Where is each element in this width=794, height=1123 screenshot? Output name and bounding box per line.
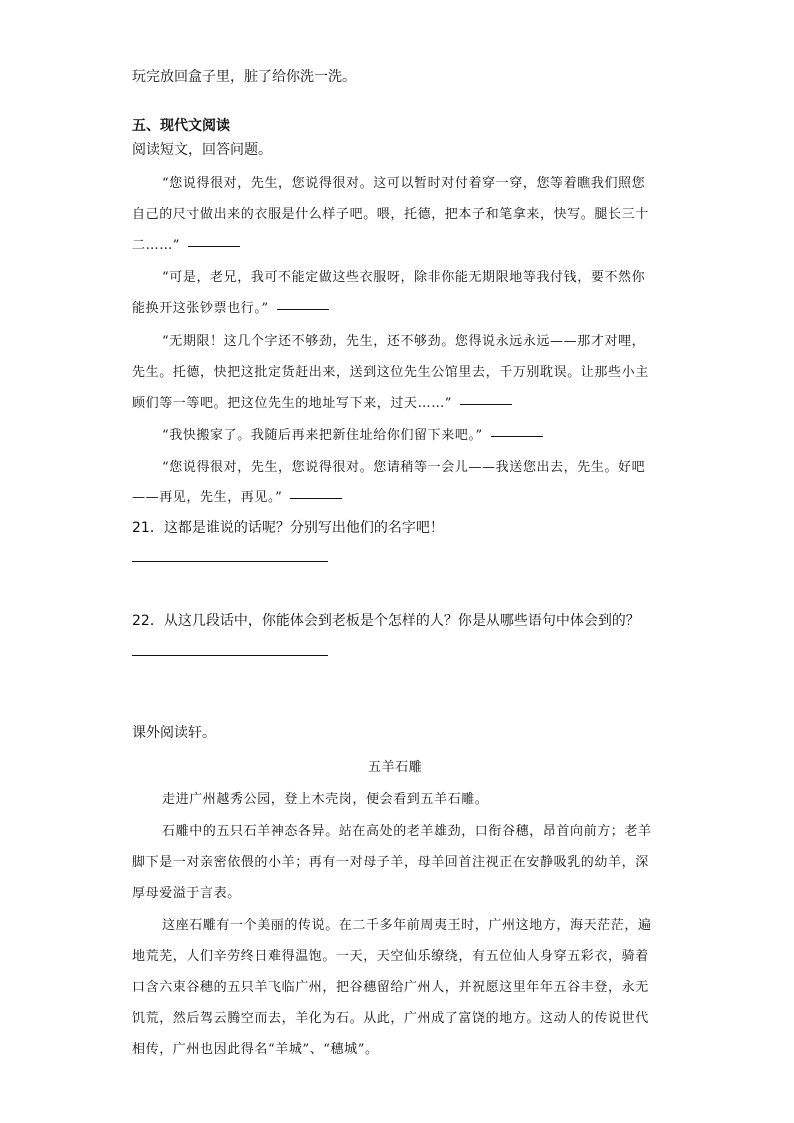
story-line: 脚下是一对亲密依偎的小羊；再有一对母子羊，母羊回首注视正在安静吸乳的幼羊，深	[132, 855, 649, 870]
story-line: 石雕中的五只石羊神态各异。站在高处的老羊雄劲，口衔谷穗，昂首向前方；老羊	[162, 824, 652, 839]
top-line: 玩完放回盒子里，脏了给你洗一洗。	[132, 69, 356, 85]
story-line: 地荒芜，人们辛劳终日难得温饱。一天，天空仙乐缭绕，有五位仙人身穿五彩衣，骑着	[132, 949, 649, 964]
answer-line-21[interactable]	[132, 561, 328, 562]
story-line: 这座石雕有一个美丽的传说。在二千多年前周夷王时，广州这地方，海天茫茫，遍	[162, 918, 652, 933]
passage-line-with-blank: “我快搬家了。我随后再来把新住址给你们留下来吧。”	[162, 424, 543, 443]
passage-line-with-blank: 二……”	[132, 234, 240, 253]
question-21: 21．这都是谁说的话呢？分别写出他们的名字吧！	[132, 520, 444, 536]
story-line: 走进广州越秀公园，登上木壳岗，便会看到五羊石雕。	[162, 792, 489, 807]
story-title: 五羊石雕	[368, 760, 423, 775]
instruction-text: 阅读短文，回答问题。	[132, 142, 272, 158]
passage-line: “您说得很对，先生，您说得很对。您请稍等一会儿——我送您出去，先生。好吧	[162, 460, 646, 475]
question-22: 22．从这几段话中，你能体会到老板是个怎样的人？你是从哪些语句中体会到的？	[132, 613, 640, 629]
extra-reading-heading: 课外阅读轩。	[132, 725, 216, 741]
passage-line: “无期限！这几个字还不够劲，先生，还不够劲。您得说永远永远——那才对哩，	[162, 334, 646, 349]
passage-line: 自己的尺寸做出来的衣服是什么样子吧。喂，托德，把本子和笔拿来，快写。腿长三十	[132, 207, 649, 222]
answer-blank[interactable]	[188, 245, 240, 247]
answer-blank[interactable]	[491, 435, 543, 437]
passage-line-with-blank: 顾们等一等吧。把这位先生的地址写下来，过天……”	[132, 392, 512, 411]
answer-blank[interactable]	[460, 403, 512, 405]
answer-line-22[interactable]	[132, 655, 328, 656]
answer-blank[interactable]	[290, 497, 342, 499]
passage-line: “可是，老兄，我可不能定做这些衣服呀，除非你能无期限地等我付钱，要不然你	[162, 270, 646, 285]
passage-line-with-blank: ——再见，先生，再见。”	[132, 486, 342, 505]
section-title: 五、现代文阅读	[132, 118, 230, 134]
passage-line-with-blank: 能换开这张钞票也行。”	[132, 297, 329, 316]
answer-blank[interactable]	[277, 308, 329, 310]
story-line: 相传，广州也因此得名“羊城”、“穗城”。	[132, 1042, 379, 1057]
story-line: 饥荒，然后驾云腾空而去，羊化为石。从此，广州成了富饶的地方。这动人的传说世代	[132, 1011, 649, 1026]
story-line: 厚母爱溢于言表。	[132, 886, 241, 901]
passage-line: “您说得很对，先生，您说得很对。这可以暂时对付着穿一穿，您等着瞧我们照您	[162, 176, 646, 191]
passage-line: 先生。托德，快把这批定货赶出来，送到这位先生公馆里去，千万别耽误。让那些小主	[132, 365, 649, 380]
story-line: 口含六束谷穗的五只羊飞临广州，把谷穗留给广州人，并祝愿这里年年五谷丰登，永无	[132, 980, 649, 995]
